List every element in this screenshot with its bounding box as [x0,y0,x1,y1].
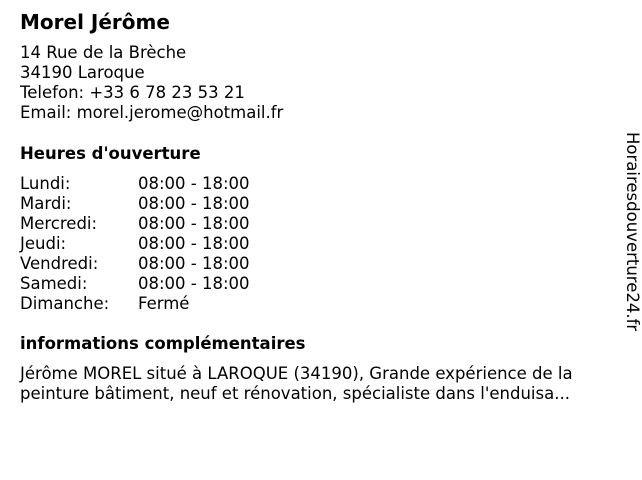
day-label: Dimanche: [20,294,110,313]
time-value: 08:00 - 18:00 [138,194,250,213]
time-value: 08:00 - 18:00 [138,274,250,293]
day-label: Jeudi: [20,234,67,253]
address-line-city: 34190 Laroque [20,63,145,82]
address-line-street: 14 Rue de la Brèche [20,43,187,62]
time-value: 08:00 - 18:00 [138,214,250,233]
contact-block [20,43,283,123]
info-line: peinture bâtiment, neuf et rénovation, spécialiste dans l'enduisa... [20,384,570,403]
day-label: Mercredi: [20,214,98,233]
email-text: Email: morel.jerome@hotmail.fr [20,103,284,122]
time-value: 08:00 - 18:00 [138,174,250,193]
day-label: Mardi: [20,194,72,213]
day-label: Vendredi: [20,254,99,273]
day-label: Samedi: [20,274,88,293]
time-value: 08:00 - 18:00 [138,254,250,273]
opening-hours-heading: Heures d'ouverture [20,144,201,163]
additional-info-heading: informations complémentaires [20,334,306,353]
site-watermark: Horairesdouverture24.fr [623,132,642,332]
time-value: Fermé [138,294,190,313]
day-label: Lundi: [20,174,71,193]
additional-info-text [20,364,620,404]
time-value: 08:00 - 18:00 [138,234,250,253]
business-name: Morel Jérôme [20,10,170,34]
info-line: Jérôme MOREL situé à LAROQUE (34190), Grande expérience de la [20,364,573,383]
phone-text: Telefon: +33 6 78 23 53 21 [20,83,245,102]
